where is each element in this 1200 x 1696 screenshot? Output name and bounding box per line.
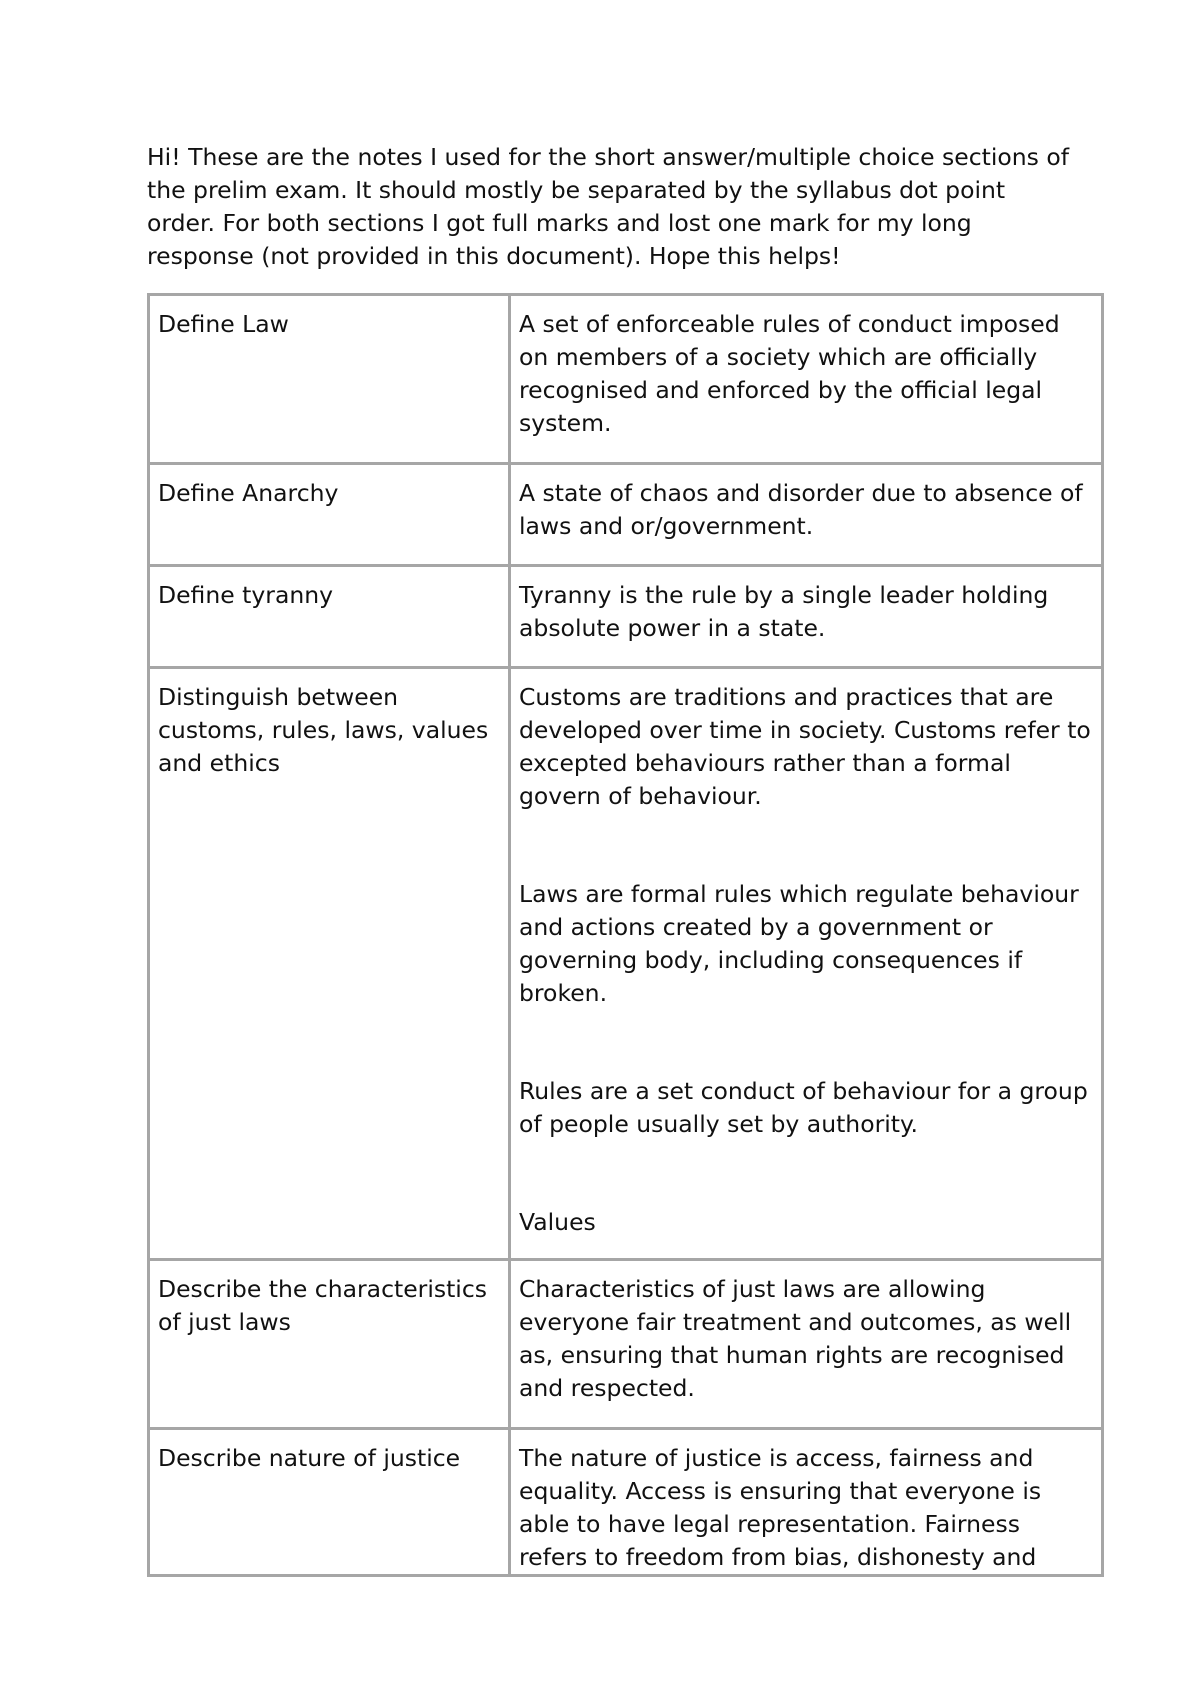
table-row xyxy=(149,1260,1103,1429)
prompt-cell: Define Anarchy xyxy=(149,464,510,566)
answer-text-values: Values xyxy=(519,1208,596,1236)
answer-text: The nature of justice is access, fairness and equality. Access is ensuring that everyone is able to have legal representation. Fairness refers to freedom from bias, dishonesty and xyxy=(519,1444,1042,1571)
answer-text: A set of enforceable rules of conduct imposed on members of a society which are officially recognised and enforced by the official legal system. xyxy=(519,310,1060,437)
table-row xyxy=(149,566,1103,668)
answer-cell xyxy=(510,464,1103,566)
answer-text: Characteristics of just laws are allowing everyone fair treatment and outcomes, as well as, ensuring that human rights are recognised and respected. xyxy=(519,1275,1072,1402)
answer-cell xyxy=(510,668,1103,1260)
table-row xyxy=(149,1429,1103,1576)
prompt-cell: Define Law xyxy=(149,295,510,464)
intro-paragraph: Hi! These are the notes I used for the short answer/multiple choice sections of the prelim exam. It should mostly be separated by the syllabus dot point order. For both sections I got full marks and lost one mark for my long response (not provided in this document). Hope this helps! xyxy=(147,143,1069,270)
answer-text: Tyranny is the rule by a single leader holding absolute power in a state. xyxy=(519,581,1049,642)
answer-cell xyxy=(510,1260,1103,1429)
table-row xyxy=(149,668,1103,1260)
answer-text-laws: Laws are formal rules which regulate behaviour and actions created by a government or governing body, including consequences if broken. xyxy=(519,880,1079,1007)
answer-cell xyxy=(510,566,1103,668)
answer-text: A state of chaos and disorder due to absence of laws and or/government. xyxy=(519,479,1083,540)
prompt-cell: Describe the characteristics of just laws xyxy=(149,1260,510,1429)
answer-text-customs: Customs are traditions and practices that are developed over time in society. Customs refer to excepted behaviours rather than a formal govern of behaviour. xyxy=(519,683,1091,810)
answer-cell xyxy=(510,1429,1103,1576)
notes-table xyxy=(147,293,1104,1577)
answer-text-rules: Rules are a set conduct of behaviour for a group of people usually set by authority. xyxy=(519,1077,1088,1138)
prompt-cell: Define tyranny xyxy=(149,566,510,668)
prompt-cell: Distinguish between customs, rules, laws, values and ethics xyxy=(149,668,510,1260)
table-row xyxy=(149,295,1103,464)
answer-cell xyxy=(510,295,1103,464)
table-row xyxy=(149,464,1103,566)
prompt-cell: Describe nature of justice xyxy=(149,1429,510,1576)
